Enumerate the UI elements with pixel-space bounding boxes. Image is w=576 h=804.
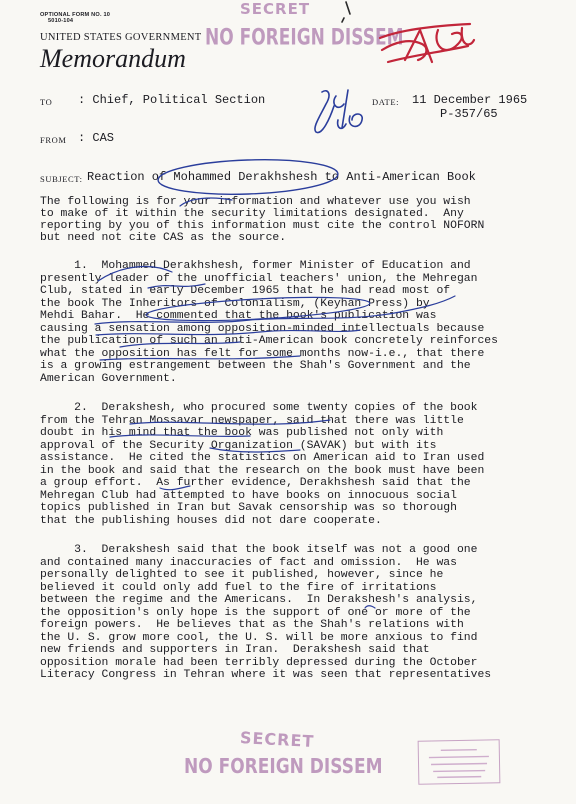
red-pen-scribble [380,24,474,62]
no-foreign-dissem-stamp-top: NO FOREIGN DISSEM [205,25,404,51]
paragraph-line: a group effort. As further evidence, Derakhshesh said that the [40,477,471,489]
paragraph-line: Mehdi Bahar. He commented that the book's publication was [40,310,437,322]
agency-name: UNITED STATES GOVERNMENT [40,32,202,43]
memo-title: Memorandum [40,44,186,73]
paragraph-line: that the publishing houses did not dare cooperate. [40,514,382,527]
paragraph-line: from the Tehran Mossavar newspaper, said that there was little [40,414,464,427]
paragraph-line: believed it could only add fuel to the fire of irritations [40,581,437,594]
paragraph-line: assistance. He cited the statistics on American aid to Iran used [40,452,485,464]
paragraph-line: 2. Derakshesh, who procured some twenty copies of the book [40,402,478,414]
form-number-code: 5010-104 [48,18,74,25]
paragraph-line: is a growing estrangement between the Shah's Government and the [40,360,471,372]
no-foreign-dissem-stamp-bottom: NO FOREIGN DISSEM [184,755,383,779]
paragraph-line: what the opposition has felt for some months now-i.e., that there [40,347,485,360]
intro-line: reporting by you of this information must cite the control NOFORN [40,220,485,232]
date-value: 11 December 1965 [412,93,528,107]
date-label: DATE: [372,97,400,107]
paragraph-line: opposition morale had been terribly depressed during the October [40,656,478,669]
paragraph-line: topics published in Iran but Savak censorship was so thorough [40,502,457,514]
subject-label: SUBJECT: [40,174,83,184]
paragraph-line: presently leader of the unofficial teachers' union, the Mehregan [40,272,478,285]
paragraph-line: the publication of such an anti-American book concretely reinforces [40,335,498,347]
paragraph-line: Club, stated in early December 1965 that he had read most of [40,285,451,297]
paragraph-line: new friends and supporters in Iran. Derakshesh said that [40,644,430,656]
paragraph-line: and contained many inaccuracies of fact and omission. He was [40,556,457,569]
paragraph-line: Literacy Congress in Tehran where it was seen that representatives [40,669,492,681]
reference-number: P-357/65 [440,107,498,121]
paragraph-line: the U. S. grow more cool, the U. S. will be more anxious to find [40,631,478,644]
paragraph-line: foreign powers. He believes that as the Shah's relations with [40,619,464,631]
from-value: : CAS [78,131,115,145]
paragraph-line: the book The Inheritors of Colonialism, (Keyhan Press) by [40,297,430,310]
paragraph-line: in the book and said that the research on the book must have been [40,464,485,477]
paragraph-line: personally delighted to see it published, however, since he [40,569,444,581]
subject-circle [157,157,338,197]
paragraph-line: the opposition's only hope is the support of one or more of the [40,606,471,619]
black-pen-marks [342,2,350,22]
paragraph-line: Mehregan Club had attempted to have books on innocuous social [40,489,457,502]
paragraph-line: 3. Derakshesh said that the book itself was not a good one [40,544,478,556]
paragraph-line: between the regime and the Americans. In Derakshesh's analysis, [40,594,478,606]
paragraph-line: 1. Mohammed Derakhshesh, former Minister of Education and [40,260,471,272]
form-number-line: OPTIONAL FORM NO. 10 [40,12,111,18]
paragraph-line: approval of the Security Organization (SAVAK) but with its [40,439,437,452]
paragraph-line: doubt in his mind that the book was published not only with [40,427,444,439]
from-label: FROM [40,135,67,145]
to-label: TO [40,97,53,107]
intro-line: to make of it within the security limitations designated. Any [40,208,464,220]
paragraph-line: American Government. [40,372,177,385]
blue-initials [315,90,362,133]
subject-value: Reaction of Mohammed Derakhshesh to Anti-American Book [87,170,476,184]
paragraph-line: causing a sensation among opposition-minded intellectuals because [40,322,485,335]
intro-line: The following is for your information and whatever use you wish [40,196,471,208]
secret-stamp-bottom: SECRET [239,728,315,751]
blue-annotations [95,198,455,608]
to-value: : Chief, Political Section [78,93,266,107]
intro-line: but need not cite CAS as the source. [40,232,287,244]
secret-stamp-top: SECRET [240,0,311,18]
